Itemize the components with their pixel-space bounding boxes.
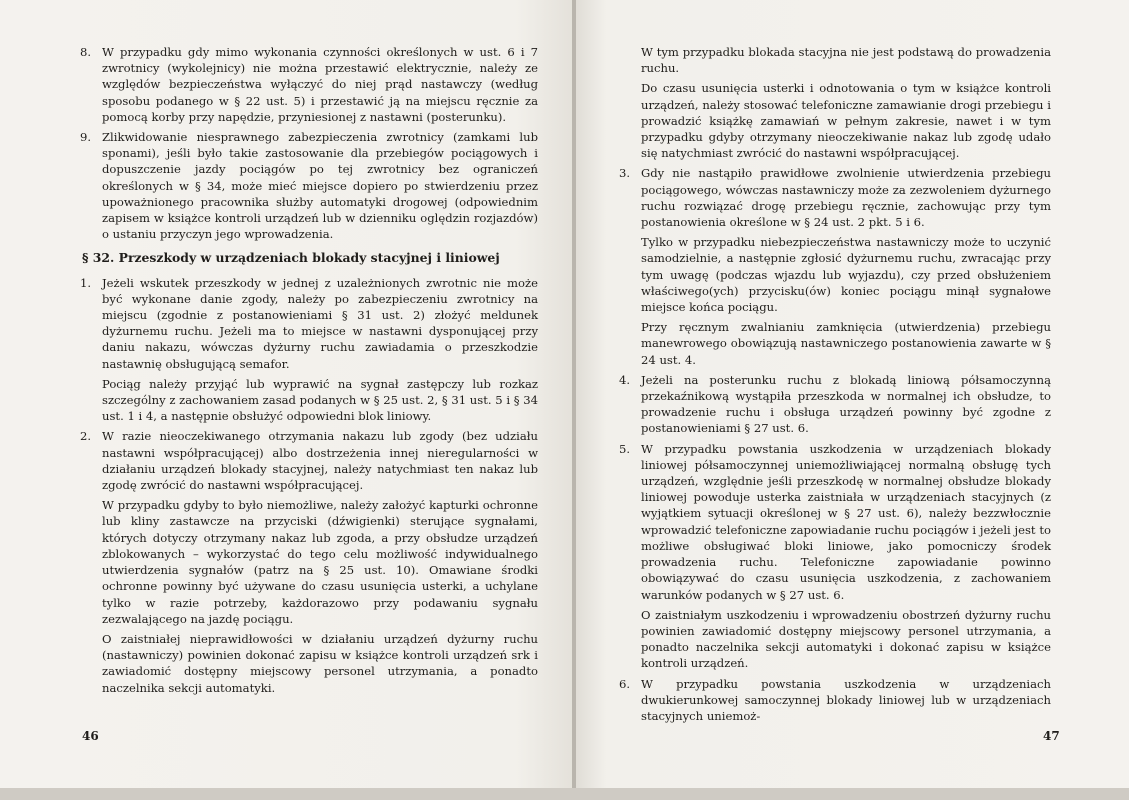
list-item-9	[80, 129, 538, 242]
paragraph: W razie nieoczekiwanego otrzymania nakazu lub zgody (bez udziału nastawni współpracującej) albo dostrzeżenia innej nieregularności w działaniu urządzeń blokady stacyjnej, należy natychmiast ten nakaz lub zgodę zwrócić do nastawni współpracującej.	[102, 429, 538, 493]
paragraph: Pociąg należy przyjąć lub wyprawić na sygnał zastępczy lub rozkaz szczególny z zachowaniem zasad podanych w § 25 ust. 2, § 31 ust. 5 i § 34 ust. 1 i 4, a następnie obsłużyć odpowiedni blok liniowy.	[102, 376, 538, 424]
intro-block	[619, 44, 1051, 161]
paragraph: Jeżeli wskutek przeszkody w jednej z uzależnionych zwrotnic nie może być wykonane danie zgody, należy po zabezpieczeniu zwrotnicy na miejscu (zgodnie z postanowieniami § 31 ust. 2) złożyć meldunek dyżurnemu ruchu. Jeżeli ma to miejsce w nastawni dysponującej przy daniu nakazu, wówczas dyżurny ruchu zawiadamia o przeszkodzie nastawnię obsługującą semafor.	[102, 275, 538, 371]
list-item-6	[619, 676, 1051, 725]
paragraph: Przy ręcznym zwalnianiu zamknięcia (utwierdzenia) przebiegu manewrowego obowiązują nastawniczego postanowienia zawarte w § 24 ust. 4.	[641, 320, 1051, 367]
paragraph: W przypadku gdyby to było niemożliwe, należy założyć kapturki ochronne lub kliny zastawcze na przyciski (dźwigienki) sterujące sygnałami, których dotyczy otrzymany nakaz lub zgoda, a przy obsłudze urządzeń zblokowanych – wykorzystać do tego celu możliwość indywidualnego utwierdzenia sygnałów (patrz na § 25 ust. 10). Omawiane środki ochronne powinny być używane do czasu usunięcia usterki, a uchylane tylko w razie potrzeby, każdorazowo przy podawaniu sygnału zezwalającego na jazdę pociągu.	[102, 498, 538, 626]
item-number: 6.	[619, 676, 631, 691]
right-page-text	[619, 44, 1051, 728]
paragraph: W tym przypadku blokada stacyjna nie jest podstawą do prowadzenia ruchu.	[641, 45, 1051, 76]
item-number: 1.	[80, 275, 92, 290]
paragraph: W przypadku gdy mimo wykonania czynności określonych w ust. 6 i 7 zwrotnicy (wykolejnicy) nie można przestawić elektrycznie, należy ze względów bezpieczeństwa wyłączyć do niej prąd nastawczy (według sposobu podanego w § 22 ust. 5) i przestawić ją na miejscu ręcznie za pomocą korby przy napędzie, przyniesionej z nastawni (posterunku).	[102, 45, 538, 124]
page-number-right: 47	[1043, 729, 1060, 743]
item-number: 2.	[80, 429, 92, 444]
bottom-edge-shadow	[0, 788, 1129, 800]
paragraph: W przypadku powstania uszkodzenia w urządzeniach dwukierunkowej samoczynnej blokady liniowej lub w urządzeniach stacyjnych uniemoż-	[641, 676, 1051, 723]
item-number: 4.	[619, 372, 631, 387]
left-page-text	[80, 44, 538, 700]
paragraph: W przypadku powstania uszkodzenia w urządzeniach blokady liniowej półsamoczynnej uniemożliwiającej normalną obsługę tych urządzeń, względnie jeśli przeszkodę w normalnej obsłudze blokady liniowej powoduje usterka zaistniała w urządzeniach stacyjnych (z wyjątkiem sytuacji określonej w § 27 ust. 6), należy bezzwłocznie wprowadzić telefoniczne zapowiadanie ruchu pociągów i jeżeli jest to możliwe obsługiwać bloki liniowe, jako pomocniczy środek prowadzenia ruchu. Telefoniczne zapowiadanie powinno obowiązywać do czasu usunięcia uszkodzenia, z zachowaniem warunków podanych w § 27 ust. 6.	[641, 441, 1051, 602]
paragraph: Jeżeli na posterunku ruchu z blokadą liniową półsamoczynną przekaźnikową wystąpiła przeszkoda w normalnej ich obsłudze, to prowadzenie ruchu i obsługa urządzeń powinny być zgodne z postanowieniami § 27 ust. 6.	[641, 372, 1051, 436]
section-heading: § 32. Przeszkody w urządzeniach blokady stacyjnej i liniowej	[82, 250, 500, 266]
list-item-1	[80, 275, 538, 425]
paragraph: Gdy nie nastąpiło prawidłowe zwolnienie utwierdzenia przebiegu pociągowego, wówczas nastawniczy może za zezwoleniem dyżurnego ruchu rozwiązać drogę przebiegu ręcznie, zachowując przy tym postanowienia określone w § 24 ust. 2 pkt. 5 i 6.	[641, 166, 1051, 230]
list-item-4	[619, 372, 1051, 437]
list-item-5	[619, 441, 1051, 672]
book-gutter	[572, 0, 576, 800]
list-item-2	[80, 428, 538, 695]
page-number-left: 46	[82, 729, 99, 743]
paragraph: Do czasu usunięcia usterki i odnotowania o tym w książce kontroli urządzeń, należy stosować telefoniczne zamawianie drogi przebiegu i prowadzić książkę zamawiań w pełnym zakresie, nawet i w tym przypadku gdyby otrzymany nieoczekiwanie nakaz lub zgodę udało się natychmiast zwrócić do nastawni współpracującej.	[641, 81, 1051, 161]
item-number: 5.	[619, 441, 631, 456]
item-number: 9.	[80, 130, 92, 145]
paragraph: O zaistniałej nieprawidłowości w działaniu urządzeń dyżurny ruchu (nastawniczy) powinien dokonać zapisu w książce kontroli urządzeń srk i zawiadomić dostępny miejscowy personel utrzymania, a ponadto naczelnika sekcji automatyki.	[102, 631, 538, 695]
paragraph: O zaistniałym uszkodzeniu i wprowadzeniu obostrzeń dyżurny ruchu powinien zawiadomić dostępny miejscowy personel utrzymania, a ponadto naczelnika sekcji automatyki i dokonać zapisu w książce kontroli urządzeń.	[641, 607, 1051, 671]
paragraph: Tylko w przypadku niebezpieczeństwa nastawniczy może to uczynić samodzielnie, a następnie zgłosić dyżurnemu ruchu, zwracając przy tym uwagę (podczas wjazdu lub wyjazdu), czy przed obsłużeniem właściwego(ych) przycisku(ów) koniec pociągu minął sygnałowe miejsce końca pociągu.	[641, 235, 1051, 315]
list-item-8	[80, 44, 538, 125]
right-page	[573, 0, 1129, 800]
item-number: 3.	[619, 166, 631, 181]
item-number: 8.	[80, 45, 92, 59]
paragraph: Zlikwidowanie niesprawnego zabezpieczenia zwrotnicy (zamkami lub sponami), jeśli było takie zastosowanie dla przebiegów pociągowych i dopuszczenie jazdy pociągów po tej zwrotnicy bez ograniczeń określonych w § 34, może mieć miejsce dopiero po stwierdzeniu przez upoważnionego pracownika służby automatyki drogowej (odpowiednim zapisem w książce kontroli urządzeń lub w dzienniku oględzin rozjazdów) o ustaniu przyczyn jego wprowadzenia.	[102, 130, 538, 242]
list-item-3	[619, 165, 1051, 367]
